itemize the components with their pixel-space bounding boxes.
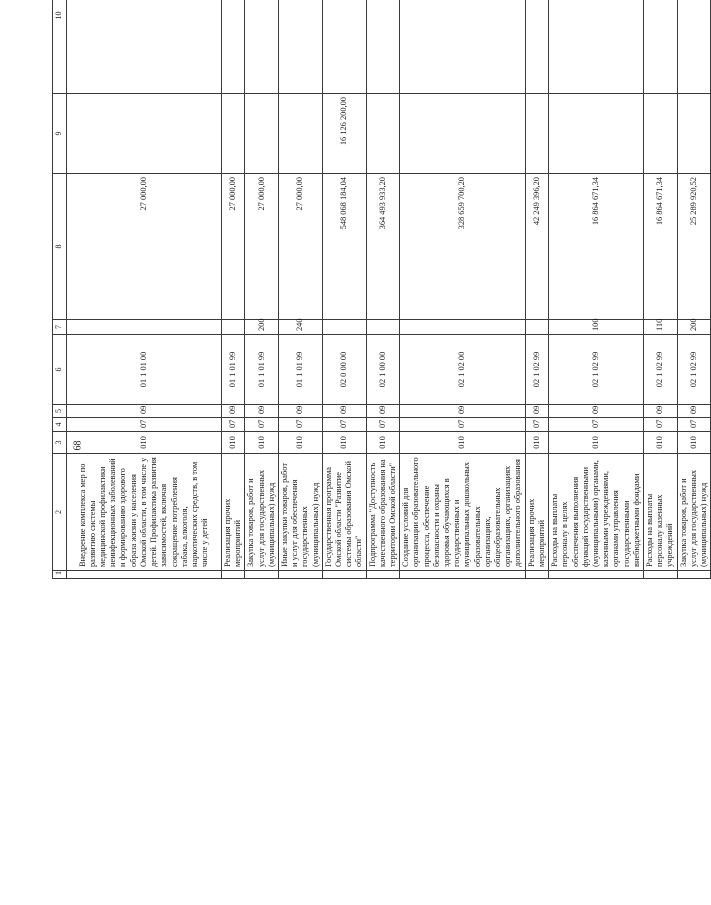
amount-cell: 27 000,00 <box>279 174 323 320</box>
column-number: 7 <box>53 320 67 335</box>
amount-cell <box>525 0 548 94</box>
column-number: 9 <box>53 94 67 174</box>
amount-cell <box>400 0 525 94</box>
row-name: Расходы на выплаты персоналу казенных учреждений <box>643 454 677 571</box>
amount-cell: 42 249 396,20 <box>525 174 548 320</box>
table-row <box>67 0 222 579</box>
code-cell: 01 1 01 99 <box>222 335 245 405</box>
amount-cell <box>245 94 279 174</box>
amount-cell: 548 068 184,04 <box>322 174 366 320</box>
amount-cell <box>643 94 677 174</box>
amount-cell <box>525 94 548 174</box>
amount-cell: 25 289 920,52 <box>677 174 711 320</box>
code-cell: 09 <box>677 405 711 418</box>
budget-table <box>52 0 711 579</box>
code-cell: 01 1 01 99 <box>279 335 323 405</box>
code-cell: 07 <box>245 418 279 432</box>
row-marker-cell <box>366 571 400 579</box>
code-cell: 010 <box>525 432 548 454</box>
amount-cell <box>322 0 366 94</box>
amount-cell: 27 000,00 <box>67 174 222 320</box>
table-row <box>279 0 323 579</box>
row-name: Закупка товаров, работ и услуг для государственных (муниципальных) нужд <box>245 454 279 571</box>
row-marker-cell <box>677 571 711 579</box>
row-name: Государственная программа Омской области "Развитие системы образования Омской области" <box>322 454 366 571</box>
row-name: Подпрограмма "Доступность качественного образования на территории Омской области" <box>366 454 400 571</box>
code-cell: 07 <box>643 418 677 432</box>
code-cell: 07 <box>366 418 400 432</box>
row-marker-cell <box>279 571 323 579</box>
column-number: 8 <box>53 174 67 320</box>
code-cell: 09 <box>279 405 323 418</box>
row-marker-cell <box>643 571 677 579</box>
code-cell: 100 <box>549 320 644 335</box>
code-cell: 09 <box>245 405 279 418</box>
code-cell: 07 <box>525 418 548 432</box>
code-cell: 02 1 02 99 <box>643 335 677 405</box>
row-marker-cell <box>245 571 279 579</box>
amount-cell <box>366 0 400 94</box>
code-cell: 110 <box>643 320 677 335</box>
amount-cell <box>400 94 525 174</box>
code-cell <box>67 320 222 335</box>
column-number: 3 <box>53 432 67 454</box>
table-row <box>400 0 525 579</box>
code-cell <box>366 320 400 335</box>
code-cell <box>222 320 245 335</box>
column-number: 4 <box>53 418 67 432</box>
code-cell: 09 <box>549 405 644 418</box>
code-cell: 01 1 01 00 <box>67 335 222 405</box>
column-number: 10 <box>53 0 67 94</box>
row-marker-cell <box>549 571 644 579</box>
table-row <box>549 0 644 579</box>
code-cell: 200 <box>245 320 279 335</box>
code-cell: 09 <box>67 405 222 418</box>
amount-cell <box>549 0 644 94</box>
code-cell: 07 <box>400 418 525 432</box>
amount-cell <box>677 0 711 94</box>
code-cell: 02 1 02 99 <box>549 335 644 405</box>
code-cell: 09 <box>366 405 400 418</box>
row-name: Создание условий для организации образовательного процесса, обеспечение безопасности и охраны здоровья обучающихся в государственных и муниципальных дошкольных образовательных организациях, общеобразовательных организациях, организациях дополнительного образования <box>400 454 525 571</box>
row-marker-cell <box>67 571 222 579</box>
code-cell: 09 <box>222 405 245 418</box>
column-number: 1 <box>53 571 67 579</box>
budget-table-wrapper <box>52 0 708 579</box>
code-cell: 010 <box>400 432 525 454</box>
amount-cell: 328 659 700,20 <box>400 174 525 320</box>
code-cell: 07 <box>677 418 711 432</box>
code-cell: 09 <box>322 405 366 418</box>
amount-cell <box>677 94 711 174</box>
row-name: Внедрение комплекса мер по развитию системы медицинской профилактики неинфекционных заболеваний и формированию здорового образа жизни у населения Омской области, в том числе у детей. Профилактика развития зависимостей, включая сокращение потребления табака, алкоголя, наркотических средств, в том числе у детей <box>67 454 222 571</box>
amount-cell <box>245 0 279 94</box>
column-number-row <box>53 0 67 579</box>
code-cell: 07 <box>279 418 323 432</box>
code-cell <box>400 320 525 335</box>
row-name: Реализация прочих мероприятий <box>222 454 245 571</box>
row-marker-cell <box>322 571 366 579</box>
table-row <box>366 0 400 579</box>
amount-cell: 27 000,00 <box>245 174 279 320</box>
amount-cell: 16 864 671,34 <box>643 174 677 320</box>
row-marker-cell <box>525 571 548 579</box>
amount-cell <box>549 94 644 174</box>
amount-cell <box>279 0 323 94</box>
amount-cell <box>643 0 677 94</box>
code-cell <box>525 320 548 335</box>
code-cell: 010 <box>67 432 222 454</box>
amount-cell: 27 000,00 <box>222 174 245 320</box>
row-name: Расходы на выплаты персоналу в целях обеспечения выполнения функций государственными (муниципальными) органами, казенными учреждениями, органами управления государственными внебюджетными фондами <box>549 454 644 571</box>
row-name: Реализация прочих мероприятий <box>525 454 548 571</box>
code-cell: 010 <box>549 432 644 454</box>
table-body <box>53 0 711 579</box>
table-row <box>643 0 677 579</box>
table-row <box>322 0 366 579</box>
code-cell: 240 <box>279 320 323 335</box>
code-cell: 01 1 01 99 <box>245 335 279 405</box>
table-row <box>525 0 548 579</box>
column-number: 5 <box>53 405 67 418</box>
amount-cell <box>366 94 400 174</box>
amount-cell <box>222 0 245 94</box>
code-cell: 010 <box>366 432 400 454</box>
code-cell: 010 <box>643 432 677 454</box>
code-cell: 07 <box>549 418 644 432</box>
code-cell: 02 1 02 99 <box>677 335 711 405</box>
row-marker-cell <box>222 571 245 579</box>
code-cell: 200 <box>677 320 711 335</box>
amount-cell <box>67 94 222 174</box>
row-name: Закупка товаров, работ и услуг для государственных (муниципальных) нужд <box>677 454 711 571</box>
code-cell: 07 <box>322 418 366 432</box>
code-cell: 09 <box>400 405 525 418</box>
column-number: 2 <box>53 454 67 571</box>
code-cell: 07 <box>67 418 222 432</box>
code-cell: 02 0 00 00 <box>322 335 366 405</box>
amount-cell: 364 493 933,20 <box>366 174 400 320</box>
row-name: Иные закупки товаров, работ и услуг для обеспечения государственных (муниципальных) нужд <box>279 454 323 571</box>
amount-cell: 16 126 200,00 <box>322 94 366 174</box>
code-cell <box>322 320 366 335</box>
amount-cell: 16 864 671,34 <box>549 174 644 320</box>
code-cell: 09 <box>643 405 677 418</box>
code-cell: 02 1 00 00 <box>366 335 400 405</box>
code-cell: 02 1 02 00 <box>400 335 525 405</box>
table-row <box>677 0 711 579</box>
code-cell: 02 1 02 99 <box>525 335 548 405</box>
code-cell: 09 <box>525 405 548 418</box>
amount-cell <box>279 94 323 174</box>
table-row <box>245 0 279 579</box>
page-number: 68 <box>72 440 84 451</box>
table-row <box>222 0 245 579</box>
code-cell: 07 <box>222 418 245 432</box>
code-cell: 010 <box>222 432 245 454</box>
code-cell: 010 <box>677 432 711 454</box>
amount-cell <box>222 94 245 174</box>
code-cell: 010 <box>245 432 279 454</box>
column-number: 6 <box>53 335 67 405</box>
row-marker-cell <box>400 571 525 579</box>
code-cell: 010 <box>279 432 323 454</box>
code-cell: 010 <box>322 432 366 454</box>
amount-cell <box>67 0 222 94</box>
